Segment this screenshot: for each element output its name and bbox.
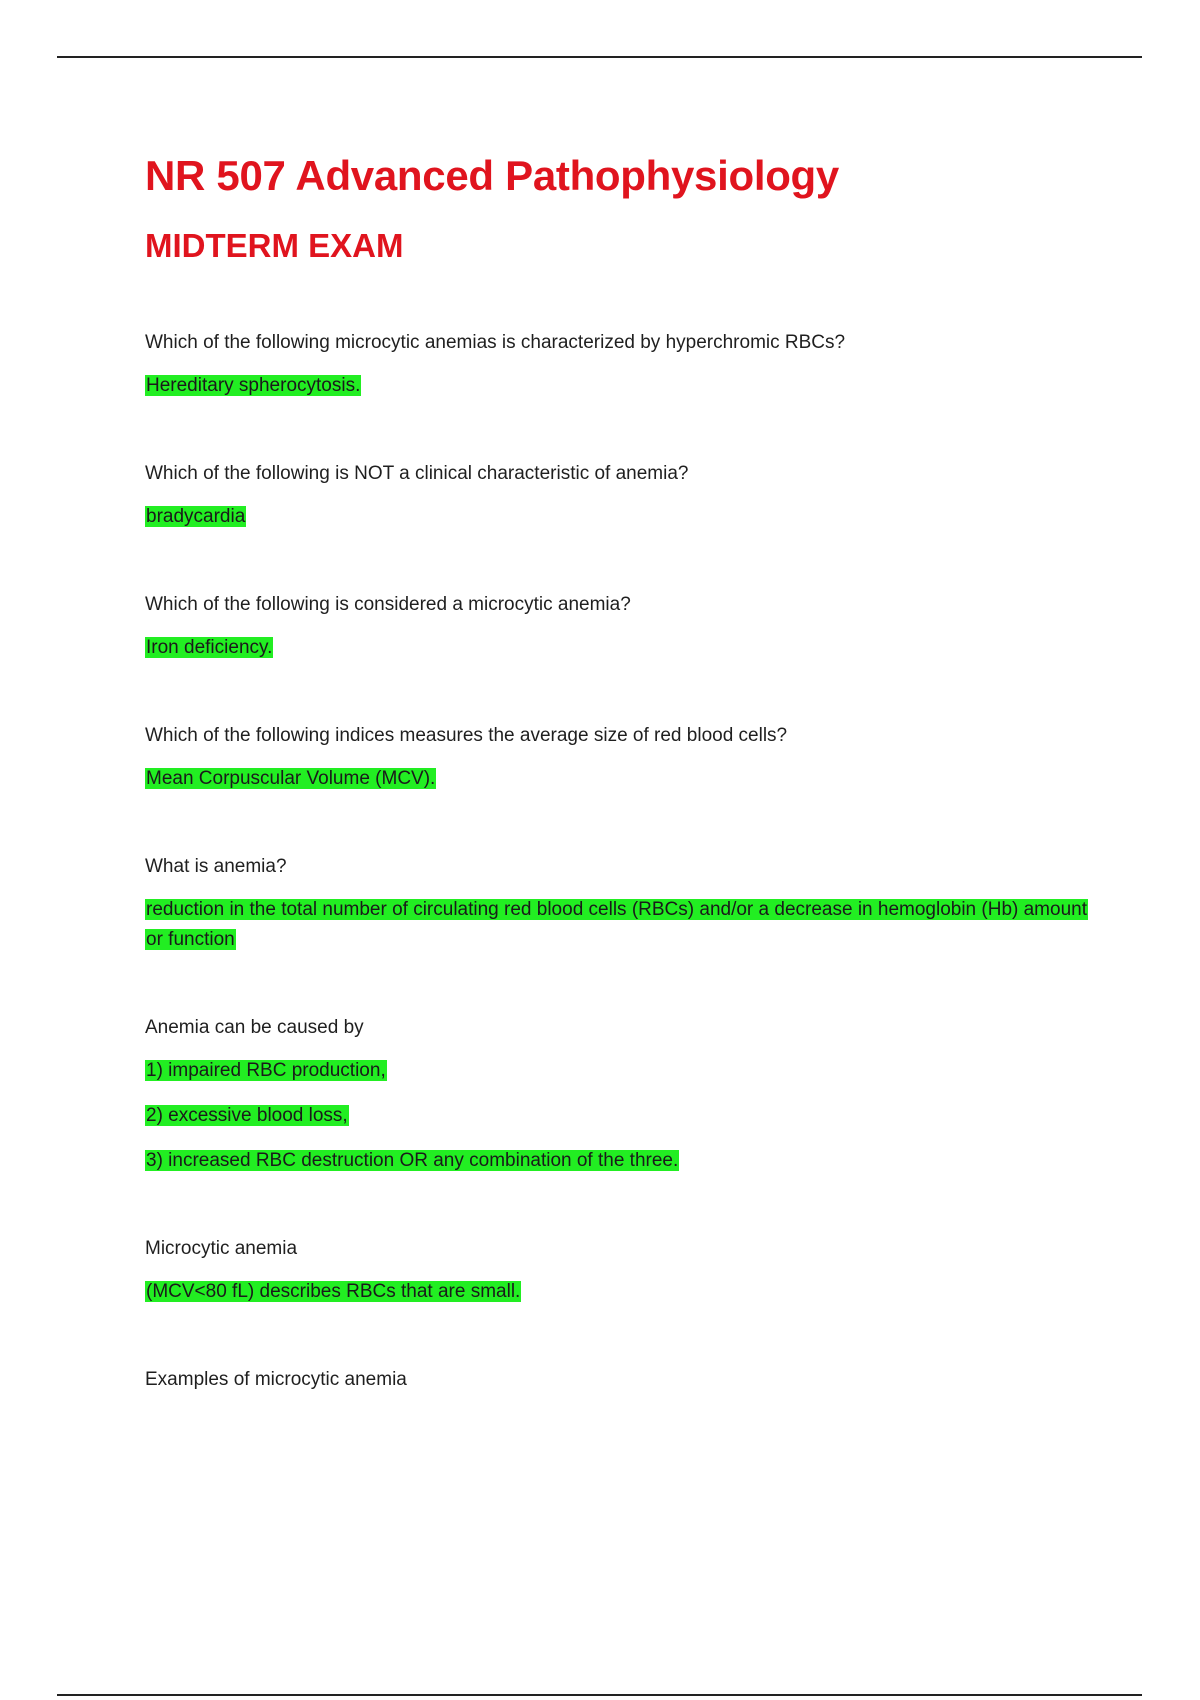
- answer-line: [145, 1101, 1095, 1131]
- question-block: [145, 1236, 1095, 1307]
- answer-line: [145, 502, 1095, 532]
- question-text: What is anemia?: [145, 856, 287, 877]
- question-text: Which of the following indices measures the average size of red blood cells?: [145, 725, 788, 746]
- question-block: [145, 723, 1095, 794]
- answer-list: [145, 633, 1095, 663]
- answer-list: [145, 371, 1095, 401]
- answer-line: [145, 633, 1095, 663]
- document-subtitle: MIDTERM EXAM: [145, 227, 404, 264]
- answer-list: [145, 1277, 1095, 1307]
- question-text: Anemia can be caused by: [145, 1017, 364, 1038]
- footer-rule: [57, 1694, 1142, 1696]
- answer-list: [145, 502, 1095, 532]
- question-block: [145, 854, 1095, 955]
- highlighted-answer: 3) increased RBC destruction OR any combination of the three.: [146, 1150, 679, 1171]
- answer-line: [145, 1146, 1095, 1176]
- answer-line: [145, 1277, 1095, 1307]
- question-text: Which of the following is considered a microcytic anemia?: [145, 594, 631, 615]
- highlighted-answer: bradycardia: [146, 506, 246, 527]
- answer-line: [145, 895, 1095, 955]
- highlighted-answer: Iron deficiency.: [146, 637, 273, 658]
- answer-list: [145, 895, 1095, 955]
- highlighted-answer: (MCV<80 fL) describes RBCs that are small.: [146, 1281, 521, 1302]
- highlighted-answer: Hereditary spherocytosis.: [146, 375, 361, 396]
- highlighted-answer: Mean Corpuscular Volume (MCV).: [146, 768, 436, 789]
- answer-line: [145, 764, 1095, 794]
- question-block: [145, 1367, 1095, 1393]
- answer-line: [145, 1056, 1095, 1086]
- highlighted-answer: 2) excessive blood loss,: [146, 1105, 348, 1126]
- question-text: Examples of microcytic anemia: [145, 1369, 407, 1390]
- header-rule: [57, 56, 1142, 58]
- question-text: Microcytic anemia: [145, 1238, 298, 1259]
- document-title: NR 507 Advanced Pathophysiology: [145, 152, 839, 199]
- answer-line: [145, 371, 1095, 401]
- document-page: [145, 150, 1095, 1453]
- question-list: [145, 330, 1095, 1393]
- question-text: Which of the following is NOT a clinical characteristic of anemia?: [145, 463, 689, 484]
- question-text: Which of the following microcytic anemias is characterized by hyperchromic RBCs?: [145, 332, 846, 353]
- question-block: [145, 592, 1095, 663]
- question-block: [145, 1015, 1095, 1176]
- highlighted-answer: reduction in the total number of circulating red blood cells (RBCs) and/or a decrease in hemoglobin (Hb) amount or function: [146, 899, 1087, 950]
- question-block: [145, 461, 1095, 532]
- highlighted-answer: 1) impaired RBC production,: [146, 1060, 386, 1081]
- answer-list: [145, 764, 1095, 794]
- question-block: [145, 330, 1095, 401]
- answer-list: [145, 1056, 1095, 1176]
